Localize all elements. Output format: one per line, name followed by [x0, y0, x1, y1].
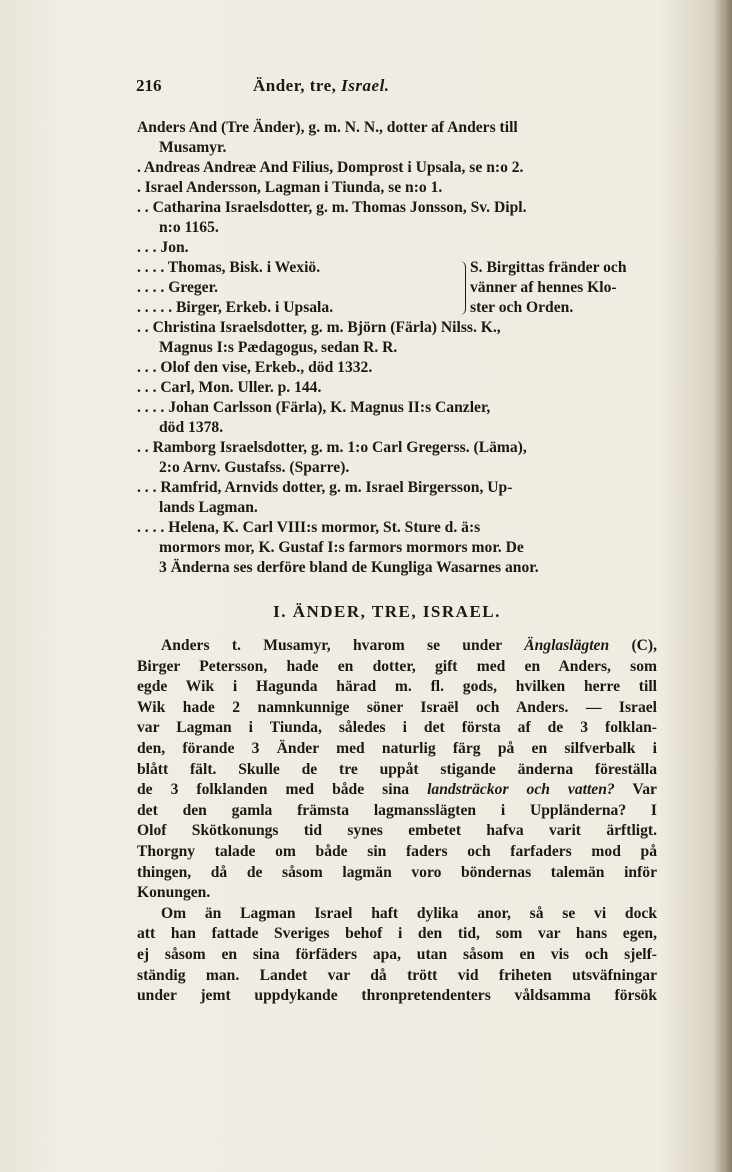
- paragraph-line: Thorgny talade om både sin faders och farfaders mod på: [137, 842, 657, 860]
- genealogy-entry: mormors mor, K. Gustaf I:s farmors mormors mor. De: [159, 539, 524, 556]
- paragraph-line: [137, 780, 657, 801]
- genealogy-list-continued: [137, 318, 657, 578]
- paragraph-line: blått fält. Skulle de tre uppåt stigande änderna föreställa: [137, 760, 657, 778]
- genealogy-entry: Anders And (Tre Änder), g. m. N. N., dotter af Anders till: [137, 119, 518, 136]
- genealogy-entry: . . . . Johan Carlsson (Färla), K. Magnus II:s Canzler,: [137, 399, 491, 416]
- paragraph-line: den, förande 3 Änder med naturlig färg på en silfverbalk i: [137, 739, 657, 757]
- running-title-text: Änder, tre,: [253, 76, 337, 95]
- bracket-group-names: [137, 258, 455, 318]
- bracket-name: . . . . Greger.: [137, 279, 218, 296]
- genealogy-entry: . Israel Andersson, Lagman i Tiunda, se n:o 1.: [137, 179, 443, 196]
- genealogy-entry: . . . Ramfrid, Arnvids dotter, g. m. Israel Birgersson, Up-: [137, 479, 513, 496]
- paragraph-text: Var: [614, 781, 657, 799]
- paragraph-line: ej såsom en sina förfäders apa, utan såsom en vis och sjelf-: [137, 945, 657, 963]
- bracket-note-line: vänner af hennes Klo-: [470, 279, 617, 296]
- section-title: I. ÄNDER, TRE, ISRAEL.: [273, 602, 501, 621]
- paragraph-line: var Lagman i Tiunda, således i det första af de 3 folklan-: [137, 719, 657, 737]
- paragraph-1: [137, 636, 657, 904]
- genealogy-entry: n:o 1165.: [159, 219, 219, 236]
- paragraph-text: Anders t. Musamyr, hvarom se under: [161, 637, 525, 654]
- paragraph-line: Birger Petersson, hade en dotter, gift med en Anders, som: [137, 657, 657, 675]
- paragraph-line: Wik hade 2 namnkunnige söner Israël och Anders. — Israel: [137, 698, 657, 716]
- paragraph-line: thingen, då de såsom lagmän voro böndernas talemän inför: [137, 863, 657, 881]
- genealogy-entry: . . Christina Israelsdotter, g. m. Björn (Färla) Nilss. K.,: [137, 319, 501, 336]
- bracket-note-line: ster och Orden.: [470, 299, 574, 316]
- page-number: 216: [136, 76, 162, 95]
- bracket-group: [137, 258, 657, 318]
- page-edge-shadow: [714, 0, 732, 1172]
- running-title-italic: Israel.: [341, 76, 390, 95]
- genealogy-entry: . . . Olof den vise, Erkeb., död 1332.: [137, 359, 373, 376]
- bracket-name: . . . . . Birger, Erkeb. i Upsala.: [137, 299, 334, 316]
- genealogy-entry: Magnus I:s Pædagogus, sedan R. R.: [159, 339, 398, 356]
- page-content: [137, 118, 657, 1007]
- curly-brace: [455, 261, 466, 315]
- running-title: [253, 76, 390, 96]
- italic-term: Änglaslägten: [524, 637, 610, 654]
- genealogy-entry: lands Lagman.: [159, 499, 258, 516]
- paragraph-line: ständig man. Landet var då trött vid friheten utsväfningar: [137, 966, 657, 984]
- genealogy-entry: Musamyr.: [159, 139, 227, 156]
- paragraph-text: de 3 folklanden med både sina: [137, 781, 428, 799]
- genealogy-entry: 3 Änderna ses derföre bland de Kungliga Wasarnes anor.: [159, 559, 539, 576]
- paragraph-2: [137, 904, 657, 1007]
- bracket-group-note: [470, 258, 627, 318]
- bracket-name: . . . . Thomas, Bisk. i Wexiö.: [137, 259, 321, 276]
- paragraph-line: egde Wik i Hagunda härad m. fl. gods, hvilken herre till: [137, 678, 657, 696]
- genealogy-entry: 2:o Arnv. Gustafss. (Sparre).: [159, 459, 350, 476]
- italic-term: landsträckor och vatten?: [427, 781, 615, 799]
- genealogy-entry: . Andreas Andreæ And Filius, Domprost i Upsala, se n:o 2.: [137, 159, 524, 176]
- genealogy-entry: . . Ramborg Israelsdotter, g. m. 1:o Carl Gregerss. (Läma),: [137, 439, 527, 456]
- genealogy-list: [137, 118, 657, 258]
- genealogy-entry: . . . Carl, Mon. Uller. p. 144.: [137, 379, 322, 396]
- genealogy-entry: . . . . Helena, K. Carl VIII:s mormor, St. Sture d. ä:s: [137, 519, 481, 536]
- paragraph-line: under jemt uppdykande thronpretendenters våldsamma försök: [137, 987, 657, 1005]
- paragraph-line: Konungen.: [137, 884, 211, 902]
- bracket-note-line: S. Birgittas fränder och: [470, 259, 627, 276]
- paragraph-line: det den gamla främsta lagmansslägten i Uppländerna? I: [137, 801, 657, 819]
- paragraph-line: [137, 636, 657, 657]
- paragraph-line: Om än Lagman Israel haft dylika anor, så se vi dock: [161, 904, 657, 922]
- page-header: [136, 76, 556, 102]
- genealogy-entry: död 1378.: [159, 419, 224, 436]
- paragraph-line: Olof Skötkonungs tid synes embetet hafva varit ärftligt.: [137, 822, 657, 840]
- genealogy-entry: . . . Jon.: [137, 239, 189, 256]
- paragraph-line: att han fattade Sveriges behof i den tid, som var hans egen,: [137, 925, 657, 943]
- genealogy-entry: . . Catharina Israelsdotter, g. m. Thomas Jonsson, Sv. Dipl.: [137, 199, 527, 216]
- paragraph-text: (C),: [609, 637, 657, 654]
